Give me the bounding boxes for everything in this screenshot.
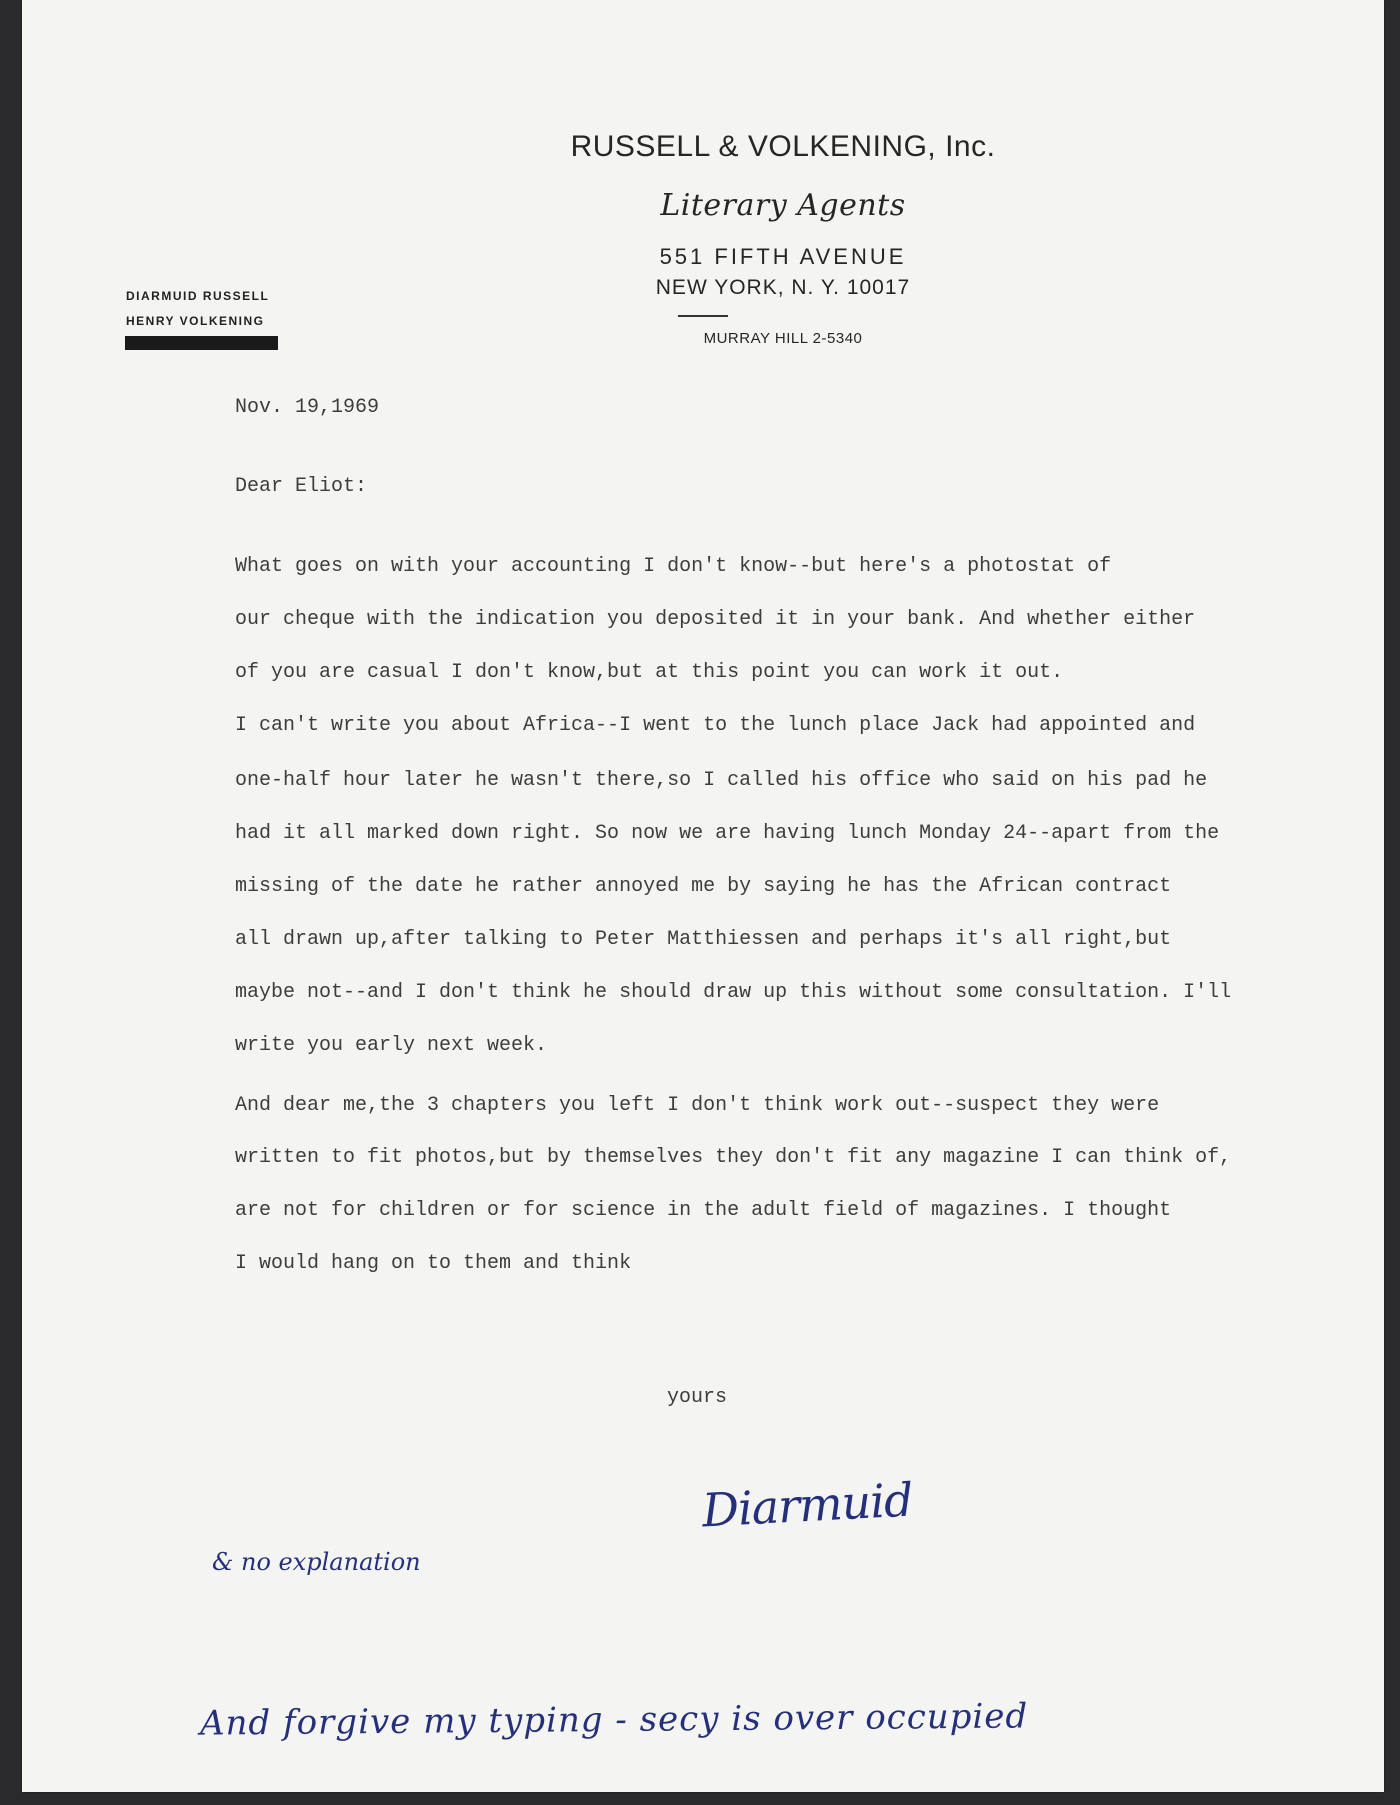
- body-line: of you are casual I don't know,but at this point you can work it out.: [235, 661, 1064, 684]
- letter-page: [22, 0, 1384, 1792]
- body-line: missing of the date he rather annoyed me by saying he has the African contract: [235, 875, 1172, 898]
- firm-street-address: 551 FIFTH AVENUE: [659, 244, 907, 269]
- firm-city-address: NEW YORK, N. Y. 10017: [655, 276, 911, 299]
- partner-name: HENRY VOLKENING: [126, 314, 265, 328]
- letterhead-rule: [678, 315, 728, 317]
- body-line: are not for children or for science in the adult field of magazines. I thought: [235, 1199, 1172, 1222]
- handwritten-note: & no explanation: [212, 1548, 421, 1576]
- body-line: maybe not--and I don't think he should draw up this without some consultation. I'll: [235, 981, 1232, 1004]
- letter-closing: yours: [667, 1386, 728, 1409]
- letter-date: Nov. 19,1969: [235, 396, 380, 419]
- redaction-bar: [125, 336, 278, 350]
- body-line: written to fit photos,but by themselves they don't fit any magazine I can think of,: [235, 1146, 1232, 1169]
- signature: Diarmuid: [700, 1472, 914, 1538]
- firm-phone: MURRAY HILL 2-5340: [703, 330, 863, 347]
- letter-salutation: Dear Eliot:: [235, 475, 368, 498]
- firm-name: RUSSELL & VOLKENING, Inc.: [570, 130, 996, 163]
- body-line: all drawn up,after talking to Peter Matthiessen and perhaps it's all right,but: [235, 928, 1172, 951]
- body-line: I can't write you about Africa--I went to the lunch place Jack had appointed and: [235, 714, 1196, 737]
- body-line: And dear me,the 3 chapters you left I don't think work out--suspect they were: [235, 1094, 1160, 1117]
- body-line: I would hang on to them and think: [235, 1252, 632, 1275]
- body-line: one-half hour later he wasn't there,so I called his office who said on his pad he: [235, 769, 1208, 792]
- partners-list: [126, 284, 269, 334]
- body-line: What goes on with your accounting I don't know--but here's a photostat of: [235, 555, 1112, 578]
- partner-name: DIARMUID RUSSELL: [126, 289, 270, 303]
- firm-tagline: Literary Agents: [660, 188, 906, 223]
- body-line: had it all marked down right. So now we are having lunch Monday 24--apart from the: [235, 822, 1220, 845]
- body-line: our cheque with the indication you deposited it in your bank. And whether either: [235, 608, 1196, 631]
- body-line: write you early next week.: [235, 1034, 548, 1057]
- handwritten-postscript: And forgive my typing - secy is over occupied: [199, 1696, 1029, 1744]
